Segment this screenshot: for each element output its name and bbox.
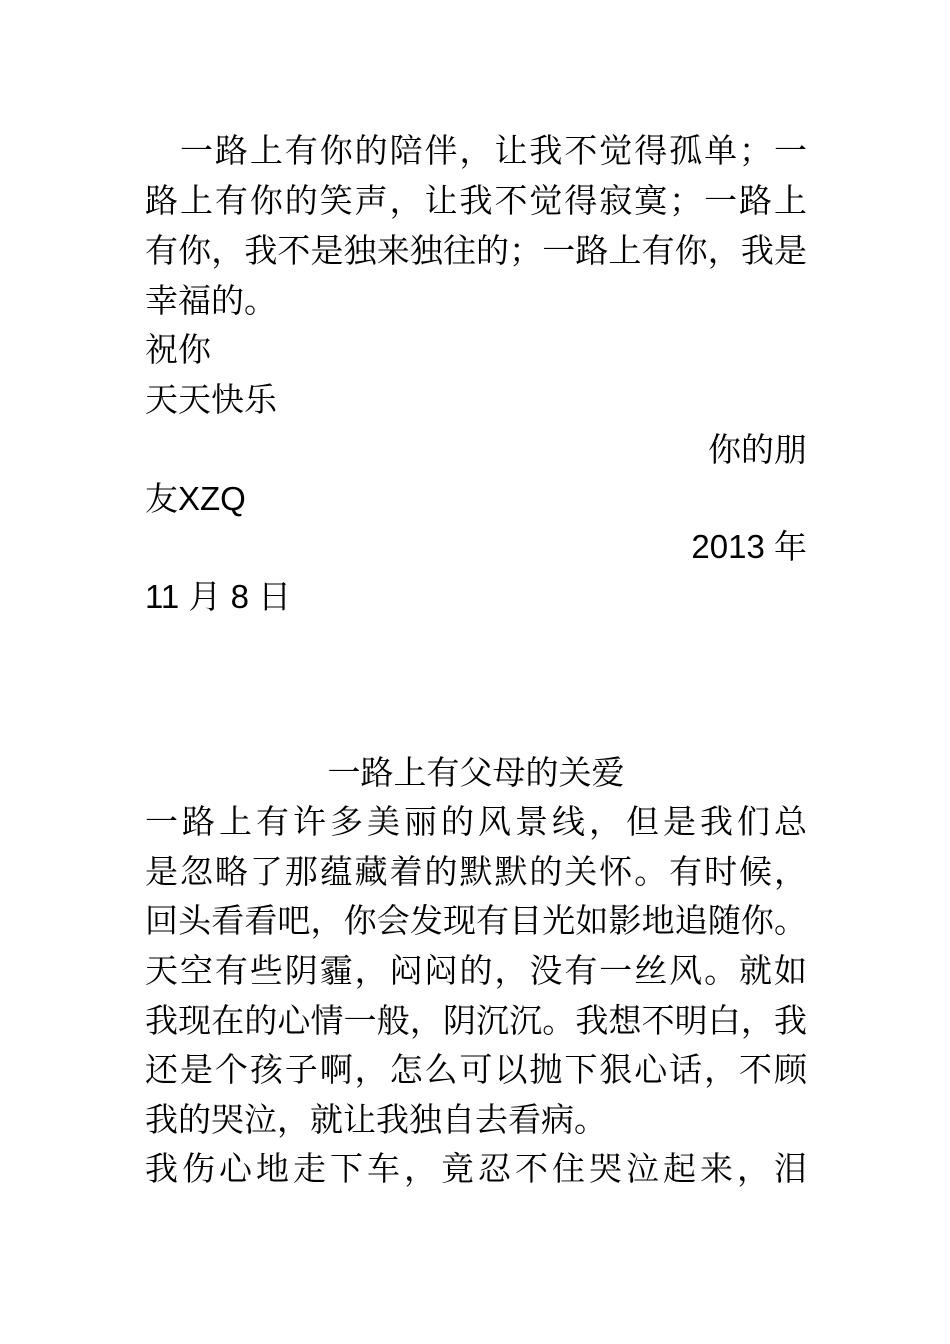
- letter-wish: 天天快乐: [145, 380, 277, 419]
- letter-paragraph-line: 路上有你的笑声，让我不觉得寂寞；一路上: [145, 181, 807, 220]
- letter-paragraph-line: 一路上有你的陪伴，让我不觉得孤单；一: [145, 131, 807, 170]
- letter-date-line: 11 月 8 日: [145, 578, 292, 615]
- essay-paragraph-line: 天空有些阴霾，闷闷的，没有一丝风。就如: [145, 951, 807, 990]
- essay-paragraph-line: 一路上有许多美丽的风景线，但是我们总: [145, 802, 807, 841]
- essay-paragraph-line: 回头看看吧，你会发现有目光如影地追随你。: [145, 901, 807, 940]
- letter-signature-line: 你的朋: [708, 430, 807, 469]
- letter-date-line: 2013 年: [691, 528, 807, 565]
- essay-paragraph-line: 我伤心地走下车，竟忍不住哭泣起来，泪: [145, 1149, 807, 1188]
- letter-paragraph-line: 有你，我不是独来独往的；一路上有你，我是: [145, 231, 807, 270]
- letter-greeting: 祝你: [145, 330, 211, 369]
- signature-name: XZQ: [178, 480, 246, 517]
- essay-paragraph-line: 我的哭泣，就让我独自去看病。: [145, 1100, 607, 1139]
- essay-paragraph-line: 还是个孩子啊，怎么可以抛下狠心话，不顾: [145, 1050, 807, 1089]
- letter-signature-name-line: [145, 474, 807, 524]
- essay-paragraph-line: 是忽略了那蕴藏着的默默的关怀。有时候，: [145, 852, 807, 891]
- essay-title: 一路上有父母的关爱: [327, 753, 625, 792]
- essay-paragraph-line: 我现在的心情一般，阴沉沉。我想不明白，我: [145, 1001, 807, 1040]
- signature-prefix: 友: [145, 479, 178, 518]
- letter-paragraph-line: 幸福的。: [145, 281, 277, 320]
